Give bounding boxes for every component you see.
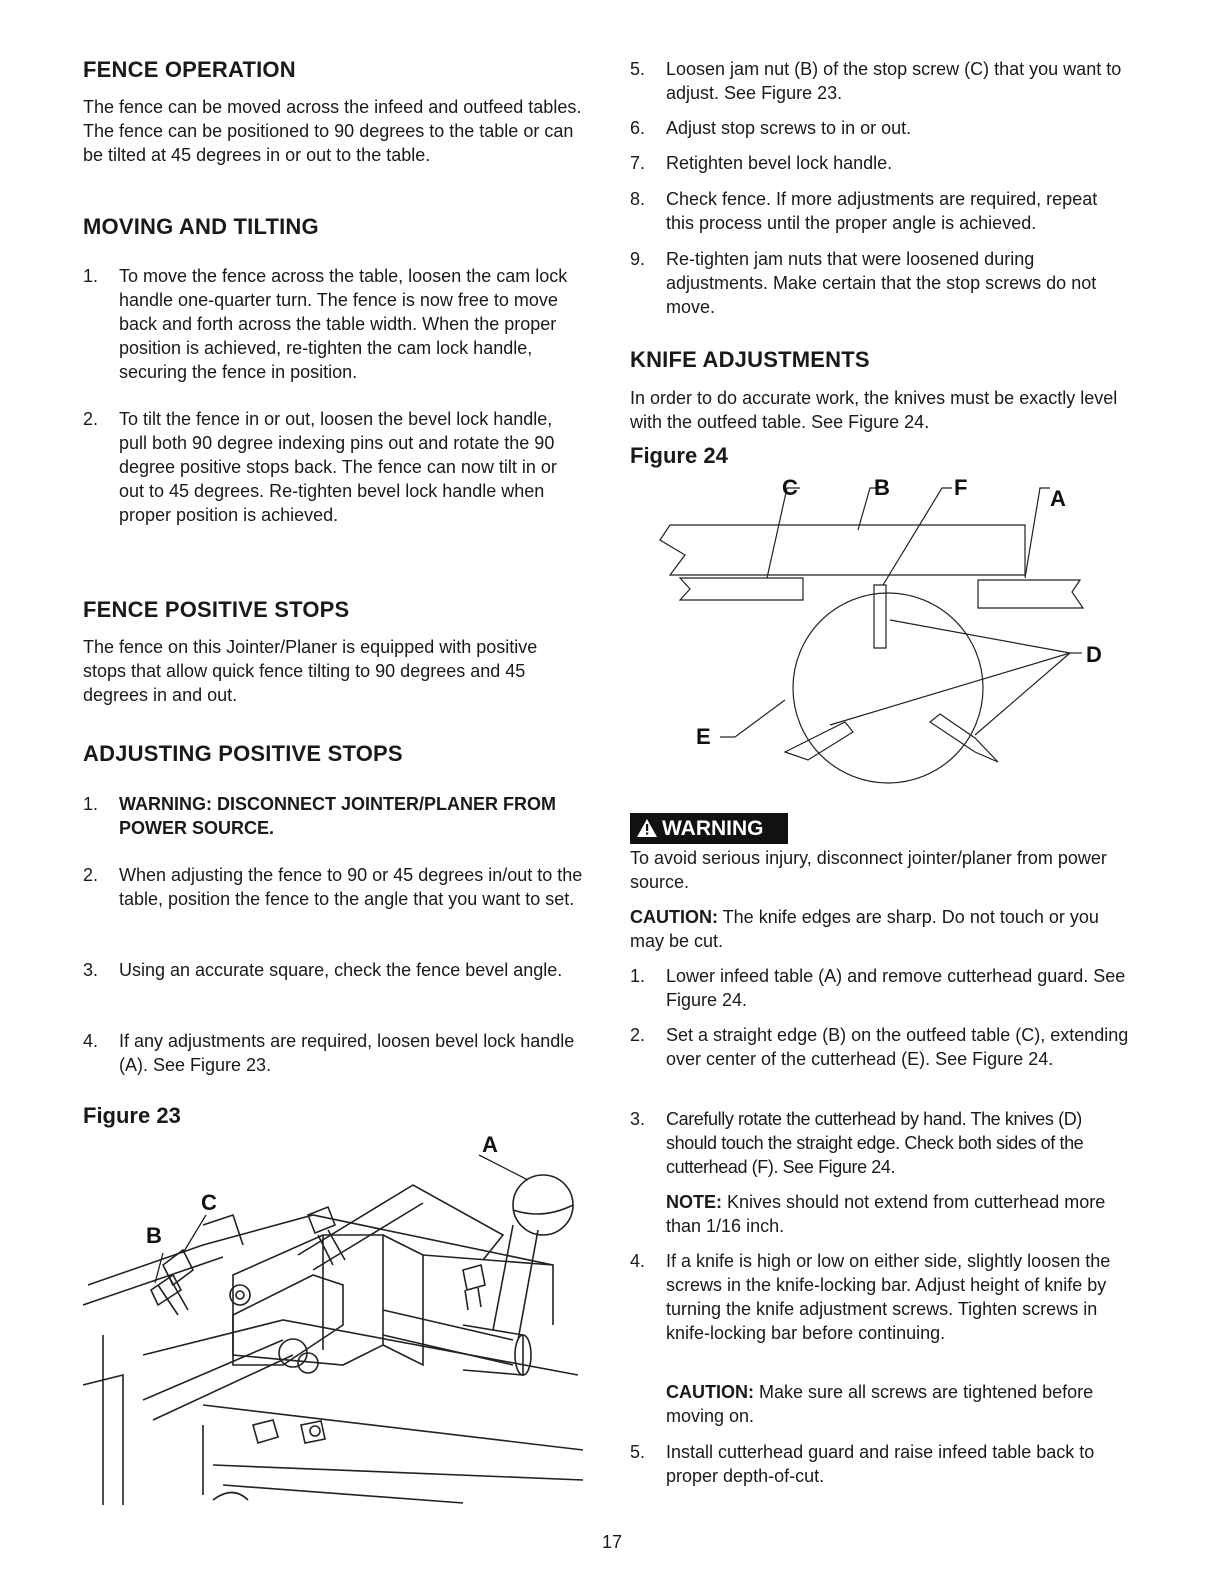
list-item bbox=[630, 116, 1130, 140]
list-text: Lower infeed table (A) and remove cutterhead guard. See Figure 24. bbox=[666, 966, 1126, 1010]
list-number: 2. bbox=[630, 1025, 646, 1045]
warning-text: To avoid serious injury, disconnect jointer/planer from power source. bbox=[630, 848, 1107, 892]
list-item bbox=[83, 958, 583, 982]
list-number: 1. bbox=[83, 266, 99, 286]
list-number: 4. bbox=[630, 1251, 646, 1271]
note-label: NOTE: bbox=[666, 1192, 722, 1212]
warning-triangle-icon bbox=[636, 813, 658, 844]
list-item bbox=[83, 1029, 583, 1077]
caution-1 bbox=[630, 905, 1130, 953]
list-item bbox=[630, 1440, 1130, 1488]
page-number: 17 bbox=[601, 1532, 623, 1552]
figure-24-label-e: E bbox=[696, 724, 711, 749]
list-text: Install cutterhead guard and raise infeed table back to proper depth-of-cut. bbox=[666, 1442, 1095, 1486]
list-number: 1. bbox=[83, 794, 99, 814]
list-item bbox=[83, 863, 583, 911]
list-text: Check fence. If more adjustments are required, repeat this process until the proper angle is achieved. bbox=[666, 189, 1098, 233]
figure-24-label-a: A bbox=[1050, 486, 1066, 511]
list-text: If any adjustments are required, loosen bevel lock handle (A). See Figure 23. bbox=[119, 1031, 575, 1075]
list-item bbox=[83, 264, 583, 384]
list-text: To tilt the fence in or out, loosen the bevel lock handle, pull both 90 degree indexing pins out and rotate the 90 degree positive stops back. The fence can now tilt in or out to 45 degrees. Re-tighten bevel lock handle when proper position is achieved. bbox=[119, 409, 557, 525]
figure-24-label-c: C bbox=[782, 475, 798, 500]
list-text: When adjusting the fence to 90 or 45 degrees in/out to the table, position the fence to the angle that you want to set. bbox=[119, 865, 583, 909]
list-number: 5. bbox=[630, 1442, 646, 1462]
positive-stops-body: The fence on this Jointer/Planer is equipped with positive stops that allow quick fence tilting to 90 degrees and 45 degrees in and out. bbox=[83, 637, 538, 705]
list-number: 2. bbox=[83, 865, 99, 885]
list-item bbox=[630, 57, 1130, 105]
list-number: 3. bbox=[630, 1109, 646, 1129]
knife-adjustments-heading: KNIFE ADJUSTMENTS bbox=[630, 347, 870, 372]
note bbox=[630, 1190, 1130, 1238]
fence-operation-body: The fence can be moved across the infeed and outfeed tables. The fence can be positioned to 90 degrees to the table or can be tilted at 45 degrees in or out to the table. bbox=[83, 97, 582, 165]
list-item bbox=[83, 407, 583, 527]
list-number: 3. bbox=[83, 960, 99, 980]
list-item bbox=[630, 247, 1130, 319]
list-number: 9. bbox=[630, 249, 646, 269]
caution-2 bbox=[630, 1380, 1130, 1428]
list-item bbox=[83, 792, 583, 840]
list-text: To move the fence across the table, loosen the cam lock handle one-quarter turn. The fence is now free to move back and forth across the table width. When the proper position is achieved, re-tighten the cam lock handle, securing the fence in position. bbox=[119, 266, 568, 382]
list-number: 5. bbox=[630, 59, 646, 79]
figure-23-title: Figure 23 bbox=[83, 1103, 181, 1128]
list-text: Using an accurate square, check the fence bevel angle. bbox=[119, 960, 563, 980]
list-item bbox=[630, 1107, 1130, 1179]
list-item bbox=[630, 964, 1130, 1012]
list-text: Adjust stop screws to in or out. bbox=[666, 118, 912, 138]
list-number: 4. bbox=[83, 1031, 99, 1051]
adjusting-stops-heading: ADJUSTING POSITIVE STOPS bbox=[83, 741, 403, 766]
figure-23-label-a: A bbox=[482, 1132, 498, 1157]
list-text: Retighten bevel lock handle. bbox=[666, 153, 893, 173]
list-item bbox=[630, 1249, 1130, 1345]
warning-label: WARNING bbox=[662, 817, 764, 840]
figure-23-label-c: C bbox=[201, 1190, 217, 1215]
figure-24-diagram bbox=[640, 470, 1120, 810]
list-number: 2. bbox=[83, 409, 99, 429]
figure-24-label-f: F bbox=[954, 475, 968, 500]
caution-label: CAUTION: bbox=[666, 1382, 754, 1402]
list-text: If a knife is high or low on either side, slightly loosen the screws in the knife-locking bar. Adjust height of knife by turning the knife adjustment screws. Tighten screws in knife-locking bar before continuing. bbox=[666, 1251, 1111, 1343]
figure-24-label-b: B bbox=[874, 475, 890, 500]
note-text: Knives should not extend from cutterhead more than 1/16 inch. bbox=[666, 1192, 1106, 1236]
list-text-warning: WARNING: DISCONNECT JOINTER/PLANER FROM POWER SOURCE. bbox=[119, 794, 557, 838]
positive-stops-heading: FENCE POSITIVE STOPS bbox=[83, 597, 350, 622]
list-number: 7. bbox=[630, 153, 646, 173]
list-text: Loosen jam nut (B) of the stop screw (C) that you want to adjust. See Figure 23. bbox=[666, 59, 1122, 103]
caution-text: The knife edges are sharp. Do not touch or you may be cut. bbox=[630, 907, 1099, 951]
list-number: 6. bbox=[630, 118, 646, 138]
knife-adjustments-body: In order to do accurate work, the knives must be exactly level with the outfeed table. See Figure 24. bbox=[630, 388, 1118, 432]
figure-23-label-b: B bbox=[146, 1223, 162, 1248]
figure-23-illustration bbox=[83, 1125, 588, 1510]
list-number: 8. bbox=[630, 189, 646, 209]
list-text: Set a straight edge (B) on the outfeed table (C), extending over center of the cutterhead (E). See Figure 24. bbox=[666, 1025, 1129, 1069]
list-item bbox=[630, 1023, 1130, 1071]
moving-tilting-heading: MOVING AND TILTING bbox=[83, 214, 319, 239]
list-text: Re-tighten jam nuts that were loosened during adjustments. Make certain that the stop screws do not move. bbox=[666, 249, 1097, 317]
list-text: Carefully rotate the cutterhead by hand. The knives (D) should touch the straight edge. Check both sides of the cutterhead (F). See Figure 24. bbox=[666, 1109, 1084, 1177]
caution-label: CAUTION: bbox=[630, 907, 718, 927]
caution-text: Make sure all screws are tightened before moving on. bbox=[666, 1382, 1094, 1426]
list-number: 1. bbox=[630, 966, 646, 986]
figure-24-title: Figure 24 bbox=[630, 443, 728, 468]
fence-operation-heading: FENCE OPERATION bbox=[83, 57, 296, 82]
warning-badge bbox=[630, 813, 788, 844]
figure-24-label-d: D bbox=[1086, 642, 1102, 667]
list-item bbox=[630, 187, 1130, 235]
list-item bbox=[630, 151, 1130, 175]
